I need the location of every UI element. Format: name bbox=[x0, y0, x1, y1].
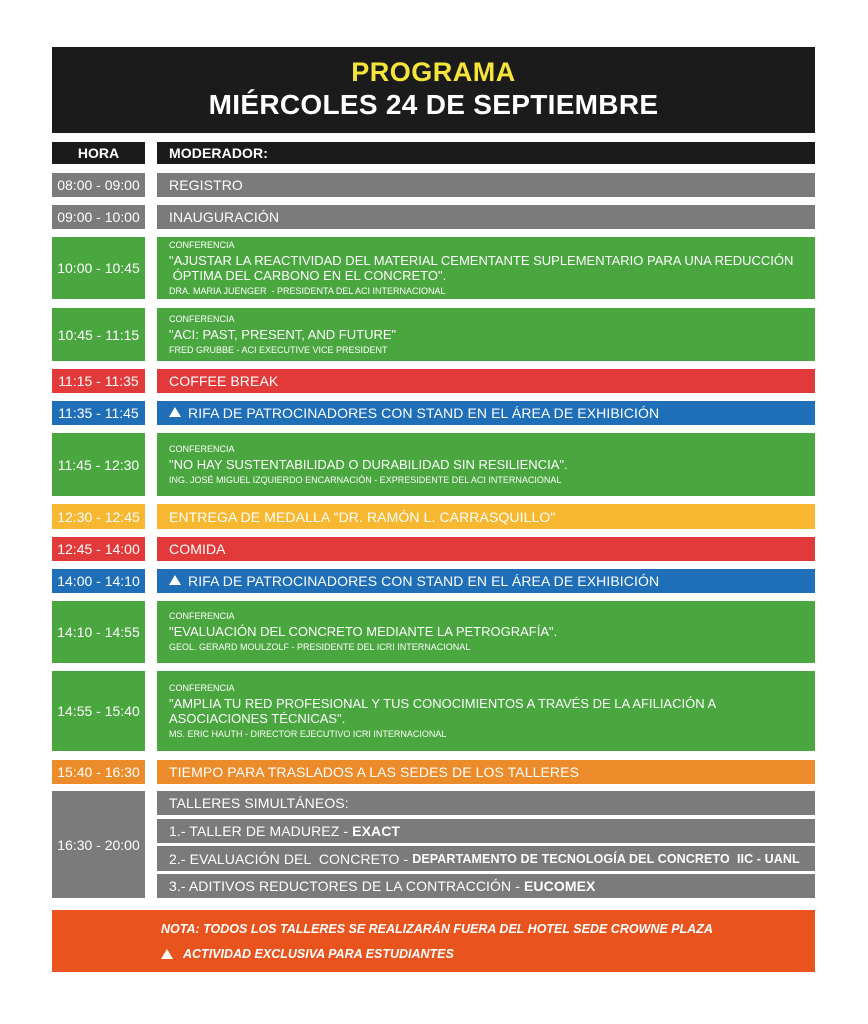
note-line-student bbox=[161, 947, 454, 961]
conference-title bbox=[169, 696, 716, 726]
time-cell: 15:40 - 16:30 bbox=[52, 760, 145, 784]
time-cell: 09:00 - 10:00 bbox=[52, 205, 145, 229]
time-cell: 08:00 - 09:00 bbox=[52, 173, 145, 197]
time-cell: 14:55 - 15:40 bbox=[52, 671, 145, 751]
conference-title: "EVALUACIÓN DEL CONCRETO MEDIANTE LA PETROGRAFÍA". bbox=[169, 624, 558, 639]
session-coffee-break: COFFEE BREAK bbox=[157, 369, 815, 393]
workshop-org: DEPARTAMENTO DE TECNOLOGÍA DEL CONCRETO IIC - UANL bbox=[412, 851, 800, 866]
conference-title: "ACI: PAST, PRESENT, AND FUTURE" bbox=[169, 326, 397, 342]
workshop-name: 1.- TALLER DE MADUREZ - bbox=[169, 823, 353, 839]
conference-title-line: "AJUSTAR LA REACTIVIDAD DEL MATERIAL CEMENTANTE SUPLEMENTARIO PARA UNA REDUCCIÓN bbox=[169, 252, 794, 268]
time-cell: 12:30 - 12:45 bbox=[52, 504, 145, 529]
workshop-org: EXACT bbox=[352, 823, 401, 839]
time-cell: 10:45 - 11:15 bbox=[52, 308, 145, 361]
conference-title bbox=[169, 253, 793, 283]
student-activity-triangle-icon bbox=[169, 575, 181, 585]
conference-title-line: "AMPLIA TU RED PROFESIONAL Y TUS CONOCIMIENTOS A TRAVÉS DE LA AFILIACIÓN A bbox=[169, 695, 717, 711]
workshop-name: 2.- EVALUACIÓN DEL CONCRETO - bbox=[169, 850, 413, 867]
conference-speaker: GEOL. GERARD MOULZOLF - PRESIDENTE DEL ICRI INTERNACIONAL bbox=[169, 642, 471, 652]
session-entrega-medalla: ENTREGA DE MEDALLA "DR. RAMÓN L. CARRASQUILLO" bbox=[157, 504, 815, 529]
conference-speaker: FRED GRUBBE - ACI EXECUTIVE VICE PRESIDENT bbox=[169, 344, 388, 355]
time-cell: 14:10 - 14:55 bbox=[52, 601, 145, 663]
conference-speaker: DRA. MARIA JUENGER - PRESIDENTA DEL ACI INTERNACIONAL bbox=[169, 285, 446, 296]
time-cell: 11:45 - 12:30 bbox=[52, 433, 145, 496]
conference-speaker: ING. JOSÉ MIGUEL IZQUIERDO ENCARNACIÓN - EXPRESIDENTE DEL ACI INTERNACIONAL bbox=[169, 474, 562, 485]
session-rifa bbox=[157, 401, 815, 425]
time-cell: 10:00 - 10:45 bbox=[52, 237, 145, 299]
column-header-moderador: MODERADOR: bbox=[157, 142, 815, 164]
conference-title-line: ASOCIACIONES TÉCNICAS". bbox=[169, 710, 346, 726]
conference-block bbox=[157, 433, 815, 496]
time-cell: 14:00 - 14:10 bbox=[52, 569, 145, 593]
conference-label: CONFERENCIA bbox=[169, 443, 235, 454]
session-traslados: TIEMPO PARA TRASLADOS A LAS SEDES DE LOS TALLERES bbox=[157, 760, 815, 784]
conference-title: "NO HAY SUSTENTABILIDAD O DURABILIDAD SIN RESILIENCIA". bbox=[169, 456, 568, 472]
note-line: NOTA: TODOS LOS TALLERES SE REALIZARÁN FUERA DEL HOTEL SEDE CROWNE PLAZA bbox=[161, 922, 713, 936]
conference-block bbox=[157, 671, 815, 751]
conference-label: CONFERENCIA bbox=[169, 313, 235, 324]
workshop-item bbox=[157, 874, 815, 898]
session-rifa-label: RIFA DE PATROCINADORES CON STAND EN EL ÁREA DE EXHIBICIÓN bbox=[188, 405, 660, 421]
workshop-item bbox=[157, 819, 815, 843]
time-cell: 11:15 - 11:35 bbox=[52, 369, 145, 393]
session-registro: REGISTRO bbox=[157, 173, 815, 197]
conference-block bbox=[157, 308, 815, 361]
workshops-title: TALLERES SIMULTÁNEOS: bbox=[157, 791, 815, 815]
conference-label: CONFERENCIA bbox=[169, 239, 235, 250]
time-cell: 12:45 - 14:00 bbox=[52, 537, 145, 561]
program-date: MIÉRCOLES 24 DE SEPTIEMBRE bbox=[208, 89, 659, 120]
session-comida: COMIDA bbox=[157, 537, 815, 561]
time-cell: 16:30 - 20:00 bbox=[52, 791, 145, 898]
conference-block bbox=[157, 601, 815, 663]
workshop-item bbox=[157, 846, 815, 871]
conference-speaker: MS. ERIC HAUTH - DIRECTOR EJECUTIVO ICRI INTERNACIONAL bbox=[169, 728, 447, 739]
time-cell: 11:35 - 11:45 bbox=[52, 401, 145, 425]
session-rifa-label: RIFA DE PATROCINADORES CON STAND EN EL ÁREA DE EXHIBICIÓN bbox=[188, 573, 660, 589]
student-activity-triangle-icon bbox=[161, 949, 173, 959]
conference-title-line: ÓPTIMA DEL CARBONO EN EL CONCRETO". bbox=[169, 267, 447, 283]
conference-block bbox=[157, 237, 815, 299]
program-header bbox=[52, 47, 815, 133]
program-title: PROGRAMA bbox=[351, 57, 516, 87]
student-activity-triangle-icon bbox=[169, 407, 181, 417]
note-student-text: ACTIVIDAD EXCLUSIVA PARA ESTUDIANTES bbox=[183, 947, 454, 961]
column-header-hora: HORA bbox=[52, 142, 145, 164]
workshop-name: 3.- ADITIVOS REDUCTORES DE LA CONTRACCIÓN - bbox=[169, 878, 524, 894]
conference-label: CONFERENCIA bbox=[169, 611, 235, 621]
workshop-org: EUCOMEX bbox=[523, 878, 596, 894]
session-inauguracion: INAUGURACIÓN bbox=[157, 205, 815, 229]
note-box bbox=[52, 910, 815, 972]
session-rifa bbox=[157, 569, 815, 593]
conference-label: CONFERENCIA bbox=[169, 682, 235, 693]
